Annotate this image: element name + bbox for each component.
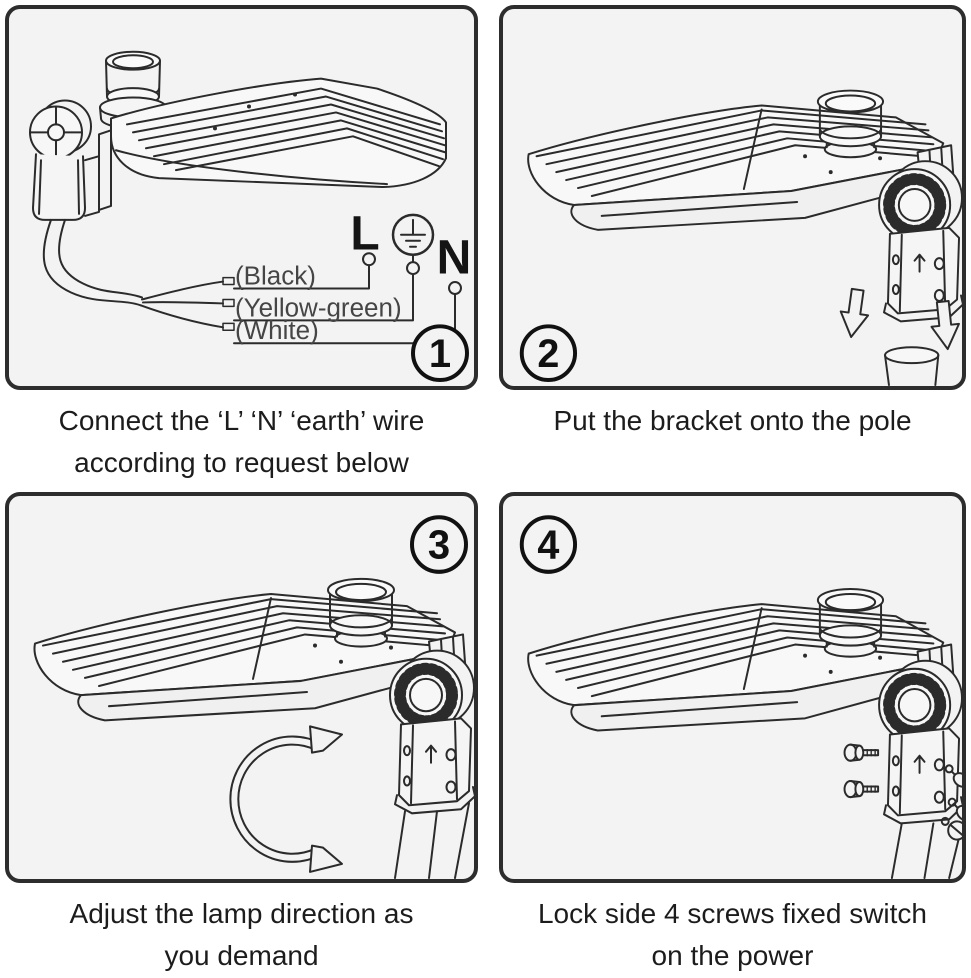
terminal-n-label: N <box>436 231 472 285</box>
step-1-panel <box>5 5 478 390</box>
step-number-badge <box>412 517 466 572</box>
step-4-illustration <box>503 496 962 879</box>
lamp-head-drawing <box>111 79 446 187</box>
step-number-badge <box>413 326 467 380</box>
step-1-illustration <box>9 9 474 386</box>
step-3-panel <box>5 492 478 883</box>
lamp-fixture-drawing <box>528 589 962 823</box>
pole-drawing <box>885 347 938 385</box>
screw-icon <box>845 781 879 797</box>
step-number-badge <box>522 517 575 572</box>
lamp-fixture-drawing <box>34 579 474 813</box>
power-cable-drawing <box>44 220 234 330</box>
step-2-panel <box>499 5 966 390</box>
rotation-arrow-icon <box>230 726 342 872</box>
svg-text:2: 2 <box>537 331 560 377</box>
wire-label-black: (Black) <box>235 262 316 291</box>
step-2-illustration <box>503 9 962 386</box>
step-3-caption <box>5 893 478 977</box>
step-number-badge <box>522 326 575 380</box>
wire-label-yellow-green: (Yellow-green) <box>235 294 402 323</box>
svg-text:4: 4 <box>537 523 560 568</box>
screw-icon <box>845 745 879 761</box>
step-4-panel <box>499 492 966 883</box>
step-3-illustration <box>9 496 474 879</box>
step-4-caption <box>499 893 966 977</box>
caption-line: Adjust the lamp direction as <box>69 898 414 929</box>
caption-line: Connect the ‘L’ ‘N’ ‘earth’ wire <box>58 405 425 436</box>
caption-line: according to request below <box>74 447 409 478</box>
caption-line: you demand <box>164 940 319 971</box>
caption-line: Lock side 4 screws fixed switch <box>537 898 928 929</box>
earth-symbol-icon <box>393 215 433 255</box>
terminal-l-label: L <box>350 207 380 261</box>
step-1-caption <box>5 400 478 484</box>
svg-text:3: 3 <box>427 522 451 568</box>
lamp-fixture-drawing <box>528 91 962 322</box>
step-2-caption <box>499 400 966 442</box>
pole-drawing <box>395 803 469 878</box>
caption-line: on the power <box>651 940 814 971</box>
caption-line: Put the bracket onto the pole <box>553 405 912 436</box>
svg-text:1: 1 <box>428 332 452 377</box>
wire-label-white: (White) <box>235 317 319 346</box>
mounting-bracket-drawing <box>30 101 111 220</box>
down-arrow-icon <box>837 288 871 339</box>
